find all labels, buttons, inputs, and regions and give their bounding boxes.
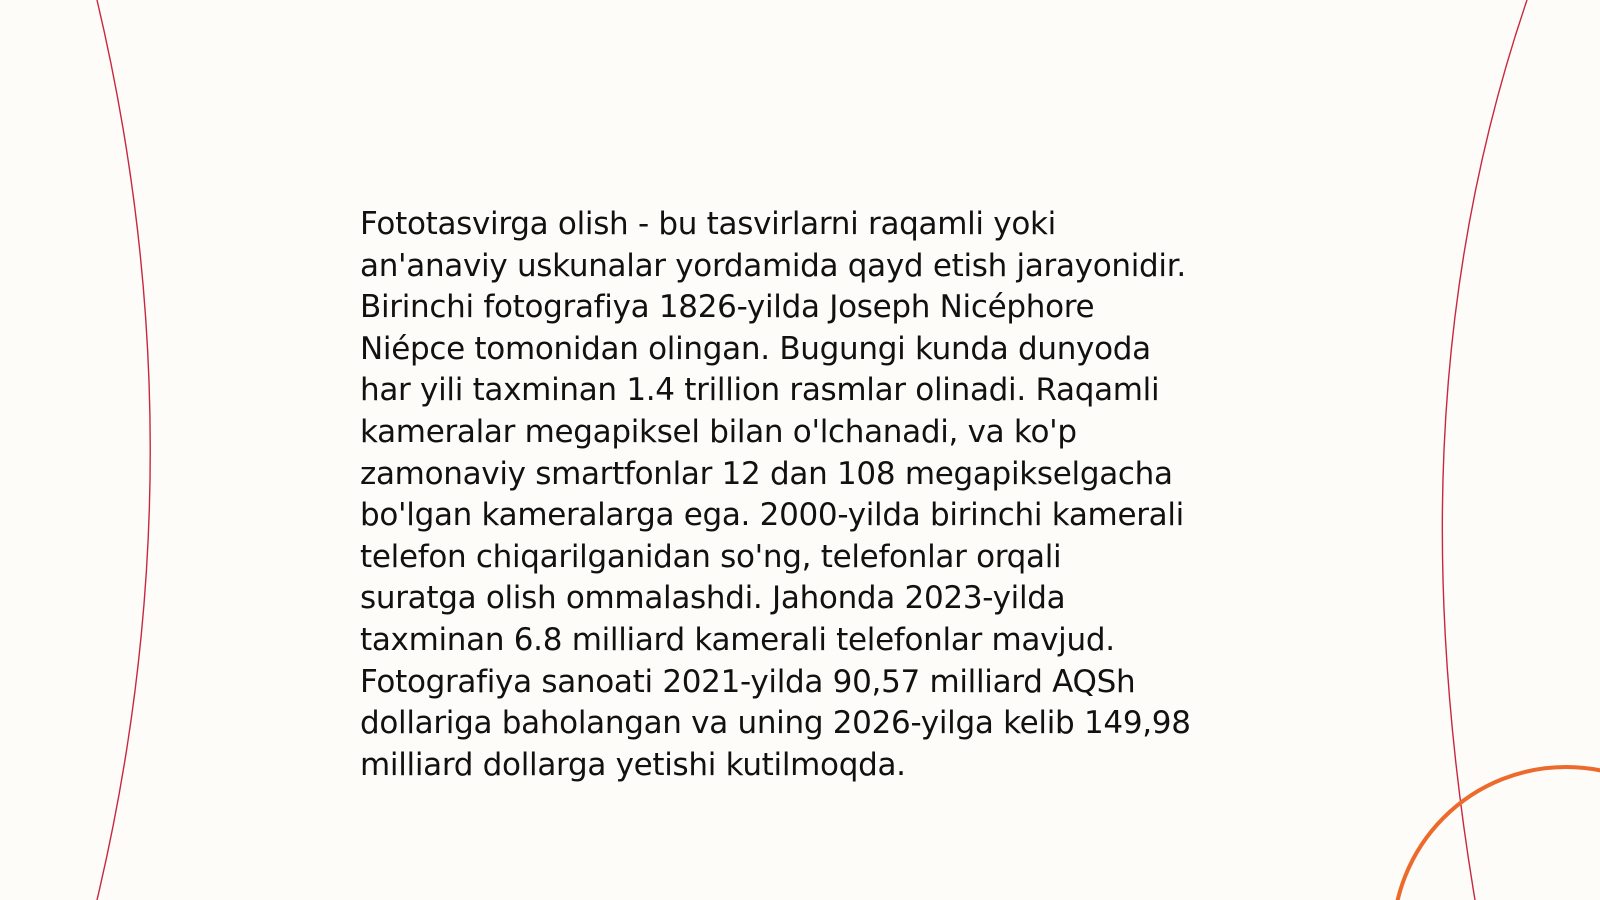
text-line: har yili taxminan 1.4 trillion rasmlar olinadi. Raqamli <box>360 372 1160 409</box>
text-line: suratga olish ommalashdi. Jahonda 2023-yilda <box>360 580 1066 617</box>
right-arc-line <box>1442 0 1527 900</box>
text-line: telefon chiqarilganidan so'ng, telefonlar orqali <box>360 538 1062 575</box>
text-line: kameralar megapiksel bilan o'lchanadi, va ko'p <box>360 413 1077 450</box>
text-line: Fototasvirga olish - bu tasvirlarni raqamli yoki <box>360 206 1056 242</box>
text-line: zamonaviy smartfonlar 12 dan 108 megapikselgacha <box>360 455 1173 492</box>
text-line: taxminan 6.8 milliard kamerali telefonlar mavjud. <box>360 621 1115 658</box>
left-arc-line <box>97 0 150 900</box>
text-line: an'anaviy uskunalar yordamida qayd etish jarayonidir. <box>360 247 1186 284</box>
text-line: bo'lgan kameralarga ega. 2000-yilda birinchi kamerali <box>360 497 1184 534</box>
text-line: Birinchi fotografiya 1826-yilda Joseph Nicéphore <box>360 289 1095 326</box>
body-paragraph <box>360 204 1260 786</box>
text-line: Niépce tomonidan olingan. Bugungi kunda dunyoda <box>360 330 1151 367</box>
accent-circle <box>1393 767 1600 900</box>
text-line: dollariga baholangan va uning 2026-yilga kelib 149,98 <box>360 705 1191 742</box>
text-line: Fotografiya sanoati 2021-yilda 90,57 milliard AQSh <box>360 663 1136 700</box>
text-line: milliard dollarga yetishi kutilmoqda. <box>360 746 906 783</box>
